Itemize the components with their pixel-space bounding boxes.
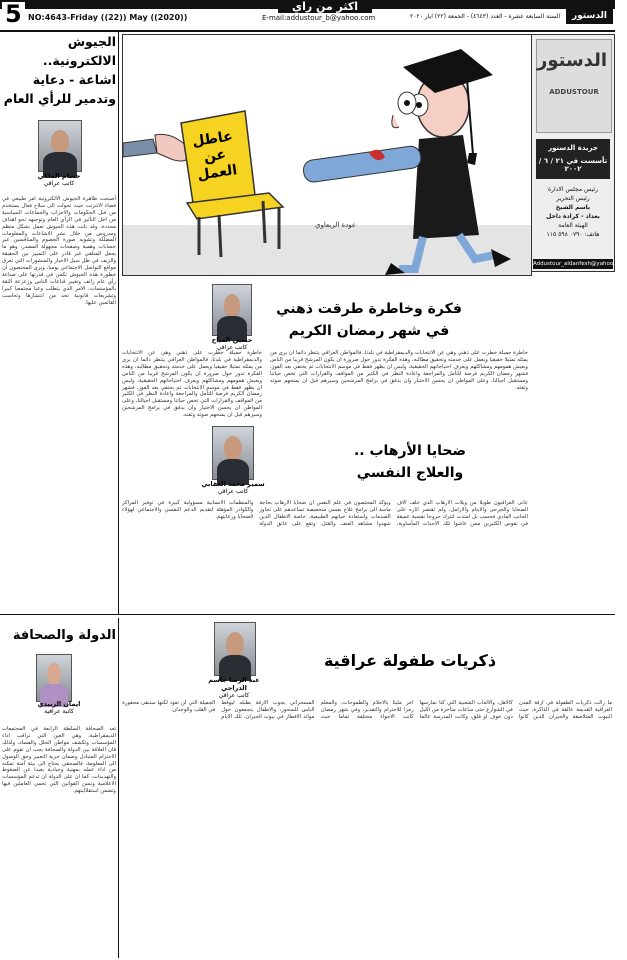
founded-date: تأسست في ٢١ / ٦ / ٢٠٠٢ — [538, 157, 608, 173]
cartoonist-signature: عودة الربعاوي — [315, 221, 357, 229]
author-role: كاتبة عراقية — [44, 708, 74, 715]
section-title: اكثر من راي — [278, 1, 372, 13]
founded-box — [536, 139, 610, 179]
author-a2 — [200, 336, 264, 351]
author-name: ايمان الزبيدي — [37, 700, 81, 708]
masthead-logo — [536, 39, 612, 133]
masthead-email: Addustour_aldanfesh@yahoo.com — [533, 261, 627, 267]
headline-line: وتدمير للرأي العام — [3, 91, 116, 106]
author-photo-a4 — [36, 654, 72, 702]
sleeve — [123, 139, 157, 157]
info-line: هاتف: ٠٧٩٠ ٥٩٨ ١١٥ — [546, 231, 600, 238]
author-a5 — [198, 676, 270, 699]
headline-line: في شهر رمضان الكريم — [288, 323, 450, 339]
headline-line: والعلاج النفسي — [356, 465, 464, 481]
author-name: سمير محمد العقابي — [201, 480, 265, 488]
diploma-icon — [302, 145, 422, 183]
header-email: E-mail:addustour_b@yahoo.com — [262, 14, 376, 22]
author-a3 — [198, 480, 268, 495]
author-name: حسين المياح — [211, 336, 253, 344]
author-photo-a3 — [212, 426, 254, 480]
article-body-a4: تعد الصحافة السلطة الرابعة في المجتمعات الديمقراطية، وهي العين التي تراقب اداء المؤسسات وتكشف مواطن الخلل والفساد، ولذلك فان العلاقة بين الدولة والصحافة يجب ان تقوم على الاحترام المتبادل وضمان حرية التعبير وحق الوصول الى المعلومة، فالصحفي يحتاج الى بيئة آمنة تمكنه من اداء عمله بمهنية وحيادية بعيدا عن الضغوط والتهديدات، كما ان على الدولة ان تدعم المؤسسات الاعلامية وتسن القوانين التي تحمي العاملين فيها وتضمن استقلاليتهم. — [2, 726, 116, 795]
headline-line: الدولة والصحافة — [12, 628, 116, 643]
author-name: حسام الملكي — [37, 172, 81, 180]
article-body-a2: خاطرة جميلة خطرت على ذهني وهي عن الانتخابات والديمقراطية في بلدنا، فالمواطن العراقي ينتظر دائما ان يرى من يمثله تمثيلا حقيقيا ويعمل على خدمته وتحقيق مطالبه، وهذه الفكرة تدور حول ضرورة ان يكون المرشح قريبا من الناس ويعيش همومهم ومشاكلهم ويعرف احتياجاتهم الحقيقية، وليس ان يظهر فقط في موسم الانتخابات ثم يختفي بعد الفوز، فشهر رمضان الكريم فرصة للتأمل والمراجعة واعادة النظر في الكثير من المواقف والقرارات التي تخص حياتنا ومستقبل اجيالنا، وعلى المواطن ان يحسن الاختيار وان يدقق في برامج المرشحين وسيرهم قبل ان يمنحهم صوته وثقته. — [270, 350, 528, 391]
editorial-cartoon — [122, 34, 532, 276]
author-photo-a5 — [214, 622, 256, 676]
info-line: رئيس التحرير — [556, 195, 590, 202]
headline-a5 — [300, 650, 520, 672]
page-header — [0, 0, 615, 30]
masthead-box — [531, 34, 627, 272]
info-line: رئيس مجلس الادارة — [547, 186, 599, 193]
headline-line: فكرة وخاطرة طرقت ذهني — [276, 301, 462, 317]
author-a1 — [24, 172, 94, 187]
info-line: بغداد - كرادة داخل — [546, 213, 600, 220]
masthead-info — [536, 185, 610, 239]
section-rule — [0, 614, 615, 615]
column-rule — [118, 32, 119, 614]
dateline: السنة السابعة عشرة - العدد (٤٦٤٣) - الجمعة (٢٢) ايار ٢٠٢٠ — [410, 13, 560, 20]
author-role: كاتب عراقي — [216, 344, 248, 351]
article-body-a3: عانى العراقيون طويلا من ويلات الارهاب الذي خلف الاف الضحايا والجرحى والايتام والارامل، ولم تقتصر اثاره على الجانب المادي فحسب بل امتدت لتترك جروحا نفسية عميقة في نفوس الكثيرين ممن عاشوا تلك الاحداث المأساوية، ويؤكد المختصون في علم النفس ان ضحايا الارهاب بحاجة ماسة الى برامج علاج نفسي متخصصة تساعدهم على تجاوز الصدمات واستعادة حياتهم الطبيعية، خاصة الاطفال الذين شهدوا مشاهد العنف والقتل، وتقع على عاتق الدولة والمنظمات الانسانية مسؤولية كبيرة في توفير المراكز والكوادر المؤهلة لتقديم الدعم النفسي والاجتماعي لهؤلاء الضحايا ورعايتهم. — [122, 500, 528, 527]
headline-a1 — [2, 32, 116, 108]
header-logo: الدستور — [566, 8, 613, 24]
headline-line: ضحايا الأرهاب .. — [353, 443, 467, 459]
headline-line: اشاعة - دعاية — [32, 72, 116, 87]
headline-line: الجيوش الالكترونية.. — [42, 34, 116, 68]
headline-a4 — [2, 626, 116, 646]
page-number: 5 — [2, 2, 25, 26]
chair-sign: عاطل عن العمل — [191, 128, 239, 184]
author-role: كاتب عراقي — [218, 692, 250, 699]
author-role: كاتب عراقي — [217, 488, 249, 495]
article-body-a2-cont: خاطرة جميلة خطرت على ذهني وهي عن الانتخابات والديمقراطية في بلدنا، فالمواطن العراقي ينتظر دائما ان يرى من يمثله تمثيلا حقيقيا ويعمل على خدمته وتحقيق مطالبه، وهذه الفكرة تدور حول ضرورة ان يكون المرشح قريبا من الناس ويعيش همومهم ومشاكلهم ويعرف احتياجاتهم الحقيقية، وليس ان يظهر فقط في موسم الانتخابات ثم يختفي بعد الفوز، فشهر رمضان الكريم فرصة للتأمل والمراجعة واعادة النظر في الكثير من المواقف والقرارات التي تخص حياتنا ومستقبل اجيالنا، وعلى المواطن ان يحسن الاختيار وان يدقق في برامج المرشحين وسيرهم قبل ان يمنحهم صوته وثقته. — [122, 350, 262, 419]
author-a4 — [24, 700, 94, 715]
author-name: عبد الرضا جاسم الدراجي — [208, 676, 260, 692]
article-body-a1: أصبحت ظاهرة الجيوش الالكترونية امر طبيعي في فضاء الانترنت حيث تحولت الى سلاح فعال يستخدم من قبل الحكومات والاحزاب والجماعات السياسية من اجل التأثير في الرأي العام وتوجيهه نحو اهداف محددة، وقد باتت هذه الجيوش تعمل بشكل منظم ومدروس من خلال نشر الاشاعات والمعلومات المضللة وتشويه صورة الخصوم والمنافسين عبر حسابات وهمية وصفحات مجهولة المصدر، وهو ما يجعل المتلقي غير قادر على التمييز بين الحقيقة والزيف في ظل سيل الاخبار والمنشورات التي تغرق مواقع التواصل الاجتماعي يوميا، ويرى المختصون ان خطورة هذه الجيوش تكمن في قدرتها على صناعة رأي عام زائف وتغيير قناعات الناس وزعزعة الثقة بالمؤسسات، الامر الذي يتطلب وعيا مجتمعيا كبيرا وتشريعات قانونية تحد من انتشارها وتحاسب القائمين عليها. — [2, 196, 116, 306]
author-photo-a1 — [38, 120, 82, 172]
masthead-sub: ADDUSTOUR — [549, 88, 599, 96]
headline-line: ذكريات طفولة عراقية — [323, 651, 497, 670]
author-role: كاتب عراقي — [43, 180, 75, 187]
column-rule — [118, 618, 119, 958]
masthead-title: الدستور — [536, 50, 607, 71]
article-body-a5: ما زالت ذكريات الطفولة في ازقة المدن العراقية القديمة عالقة في الذاكرة، حيث البيوت المتلاصقة والجيران الذين كانوا كالاهل، والالعاب الشعبية التي كنا نمارسها في الشوارع حتى ساعات متأخرة من الليل دون خوف او قلق، وكانت المدرسة عالما اخر مليئا بالاحلام والطموحات، والمعلم رمزا للاحترام والتقدير، وفي شهر رمضان كانت الاجواء مختلفة تماما حيث المسحراتي يجوب الازقة بطبله ليوقظ الناس للسحور، والاطفال يتجمعون حول موائد الافطار في بيوت الجيران، تلك الايام الجميلة التي لن تعود لكنها ستبقى محفورة في القلب والوجدان. — [122, 700, 612, 720]
info-line: الهيئة العامة — [558, 222, 588, 229]
info-line: باسم الشيخ — [555, 204, 591, 211]
issue-line: NO:4643-Friday ((22)) May ((2020)) — [28, 13, 188, 22]
founded-title: جريدة الدستور — [548, 144, 598, 152]
author-photo-a2 — [212, 284, 252, 336]
headline-a3 — [300, 440, 520, 484]
